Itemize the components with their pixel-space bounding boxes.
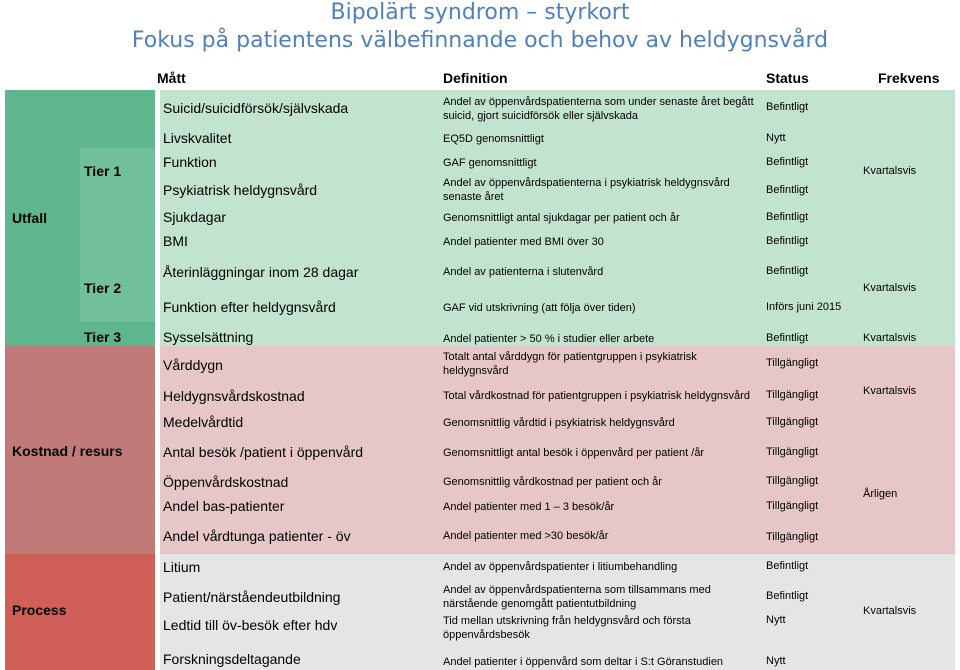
status-cell: Tillgängligt xyxy=(766,446,819,458)
frequency-tier2: Kvartalsvis xyxy=(863,282,917,294)
tier-label-2: Tier 2 xyxy=(84,280,122,296)
status-cell: Befintligt xyxy=(766,560,809,572)
header-frekvens: Frekvens xyxy=(878,70,940,86)
measure-cell: Funktion efter heldygnsvård xyxy=(163,299,336,315)
header-matt: Mått xyxy=(157,70,186,86)
measure-cell: Öppenvårdskostnad xyxy=(163,474,289,490)
definition-cell: EQ5D genomsnittligt xyxy=(443,133,544,145)
status-cell: Tillgängligt xyxy=(766,475,819,487)
measure-cell: Suicid/suicidförsök/självskada xyxy=(163,100,349,116)
header-status: Status xyxy=(766,70,809,86)
status-cell: Befintligt xyxy=(766,590,809,602)
measure-cell: Psykiatrisk heldygnsvård xyxy=(163,182,318,198)
frequency-tier3: Kvartalsvis xyxy=(863,332,917,344)
definition-cell: Andel patienter med BMI över 30 xyxy=(443,236,604,248)
definition-cell: GAF genomsnittligt xyxy=(443,157,537,169)
measure-cell: Andel vårdtunga patienter - öv xyxy=(163,528,351,544)
definition-cell: Total vårdkostnad för patientgruppen i psykiatrisk heldygnsvård xyxy=(443,390,750,402)
status-cell: Befintligt xyxy=(766,235,809,247)
measure-cell: Antal besök /patient i öppenvård xyxy=(163,444,364,460)
status-cell: Befintligt xyxy=(766,184,809,196)
frequency-kostnad-2: Årligen xyxy=(863,488,898,500)
status-cell: Införs juni 2015 xyxy=(766,301,842,313)
definition-cell: Genomsnittlig vårdtid i psykiatrisk heldygnsvård xyxy=(443,417,675,429)
definition-cell: Tid mellan utskrivning från heldygnsvård och första öppenvårdsbesök xyxy=(443,615,691,641)
definition-cell: Genomsnittligt antal sjukdagar per patient och år xyxy=(443,212,680,224)
frequency-kostnad-1: Kvartalsvis xyxy=(863,385,917,397)
definition-cell: Andel av öppenvårdspatienterna som tillsammans med närstående genomgått patientutbildning xyxy=(443,584,711,610)
page-subtitle: Fokus på patientens välbefinnande och behov av heldygnsvård xyxy=(131,28,829,53)
status-cell: Tillgängligt xyxy=(766,500,819,512)
status-cell: Nytt xyxy=(766,655,786,667)
page-title: Bipolärt syndrom – styrkort xyxy=(330,0,630,25)
definition-cell: Andel av öppenvårdspatienter i litiumbehandling xyxy=(443,561,678,573)
measure-cell: Sjukdagar xyxy=(163,209,227,225)
definition-cell: GAF vid utskrivning (att följa över tiden) xyxy=(443,302,636,314)
measure-cell: BMI xyxy=(163,233,188,249)
definition-cell: Andel patienter med >30 besök/år xyxy=(443,530,609,542)
measure-cell: Återinläggningar inom 28 dagar xyxy=(163,264,359,280)
status-cell: Tillgängligt xyxy=(766,357,819,369)
measure-cell: Patient/närståendeutbildning xyxy=(163,589,341,605)
status-cell: Nytt xyxy=(766,614,786,626)
definition-cell: Andel patienter i öppenvård som deltar i S:t Göranstudien xyxy=(443,656,724,668)
tier-label-1: Tier 1 xyxy=(84,163,122,179)
measure-cell: Heldygnsvårdskostnad xyxy=(163,388,305,404)
definition-cell: Genomsnittligt antal besök i öppenvård per patient /år xyxy=(443,447,705,459)
header-definition: Definition xyxy=(443,70,508,86)
definition-cell: Genomsnittlig vårdkostnad per patient och år xyxy=(443,476,662,488)
definition-cell: Andel av patienterna i slutenvård xyxy=(443,266,604,278)
status-cell: Nytt xyxy=(766,132,786,144)
status-cell: Befintligt xyxy=(766,156,809,168)
definition-cell: Andel patienter med 1 – 3 besök/år xyxy=(443,501,615,513)
status-cell: Tillgängligt xyxy=(766,531,819,543)
group-label-process: Process xyxy=(12,602,67,618)
measure-cell: Funktion xyxy=(163,154,217,170)
measure-cell: Sysselsättning xyxy=(163,329,254,345)
frequency-tier1: Kvartalsvis xyxy=(863,165,917,177)
measure-cell: Litium xyxy=(163,559,201,575)
measure-cell: Vårddygn xyxy=(163,357,223,373)
measure-cell: Livskvalitet xyxy=(163,130,232,146)
status-cell: Befintligt xyxy=(766,332,809,344)
definition-cell: Totalt antal vårddygn för patientgruppen i psykiatrisk heldygnsvård xyxy=(443,351,697,377)
measure-cell: Andel bas-patienter xyxy=(163,498,285,514)
status-cell: Befintligt xyxy=(766,265,809,277)
definition-cell: Andel av öppenvårdspatienterna i psykiatrisk heldygnsvård senaste året xyxy=(443,177,730,203)
measure-cell: Forskningsdeltagande xyxy=(163,651,301,667)
group-label-utfall: Utfall xyxy=(12,210,47,226)
status-cell: Befintligt xyxy=(766,211,809,223)
measure-cell: Medelvårdtid xyxy=(163,414,244,430)
measure-cell: Ledtid till öv-besök efter hdv xyxy=(163,617,338,633)
frequency-process: Kvartalsvis xyxy=(863,605,917,617)
status-cell: Tillgängligt xyxy=(766,416,819,428)
group-label-kostnad: Kostnad / resurs xyxy=(12,443,123,459)
status-cell: Befintligt xyxy=(766,101,809,113)
definition-cell: Andel av öppenvårdspatienterna som under senaste året begått suicid, gjort suicidförsök eller självskada xyxy=(443,96,754,122)
definition-cell: Andel patienter > 50 % i studier eller arbete xyxy=(443,333,655,345)
status-cell: Tillgängligt xyxy=(766,389,819,401)
tier-label-3: Tier 3 xyxy=(84,329,122,345)
